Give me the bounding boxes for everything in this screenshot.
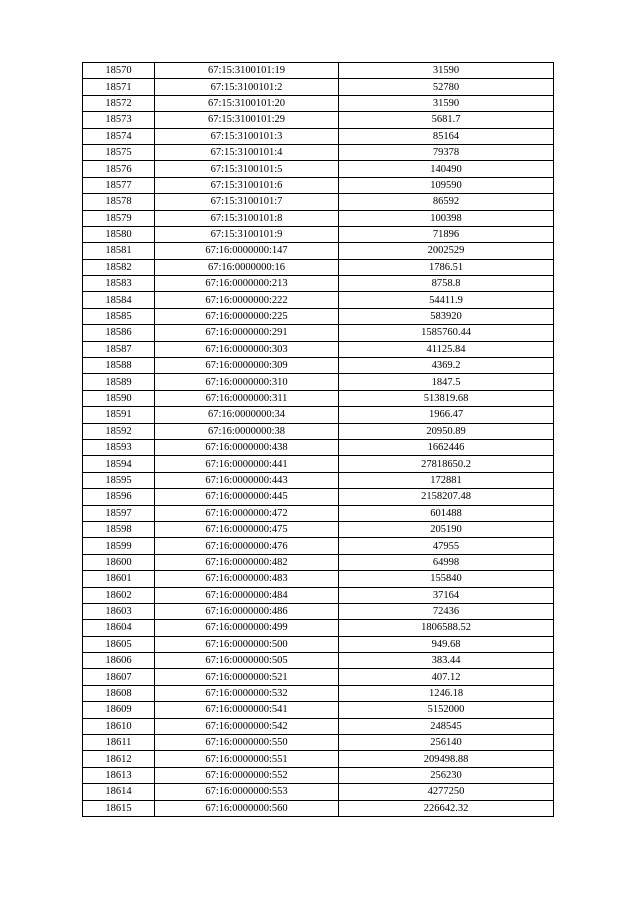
row-number-cell: 18596 [83,489,155,505]
table-row [83,210,554,226]
value-cell: 226642.32 [339,800,554,816]
value-cell: 54411.9 [339,292,554,308]
value-cell: 5152000 [339,702,554,718]
table-row [83,374,554,390]
row-number-cell: 18602 [83,587,155,603]
row-number-cell: 18576 [83,161,155,177]
table-row [83,669,554,685]
row-number-cell: 18594 [83,456,155,472]
row-number-cell: 18586 [83,325,155,341]
table-row [83,358,554,374]
value-cell: 100398 [339,210,554,226]
cadastral-number-cell: 67:16:0000000:521 [155,669,339,685]
cadastral-number-cell: 67:16:0000000:475 [155,521,339,537]
value-cell: 949.68 [339,636,554,652]
row-number-cell: 18597 [83,505,155,521]
value-cell: 256230 [339,767,554,783]
cadastral-number-cell: 67:15:3100101:5 [155,161,339,177]
cadastral-number-cell: 67:16:0000000:311 [155,390,339,406]
table-row [83,587,554,603]
table-row [83,292,554,308]
row-number-cell: 18614 [83,784,155,800]
value-cell: 20950.89 [339,423,554,439]
row-number-cell: 18600 [83,554,155,570]
data-table [82,62,554,817]
table-row [83,751,554,767]
row-number-cell: 18610 [83,718,155,734]
table-row [83,144,554,160]
value-cell: 27818650.2 [339,456,554,472]
value-cell: 86592 [339,194,554,210]
value-cell: 1966.47 [339,407,554,423]
cadastral-number-cell: 67:16:0000000:441 [155,456,339,472]
table-row [83,735,554,751]
table-row [83,161,554,177]
cadastral-number-cell: 67:16:0000000:309 [155,358,339,374]
row-number-cell: 18585 [83,308,155,324]
value-cell: 41125.84 [339,341,554,357]
value-cell: 583920 [339,308,554,324]
row-number-cell: 18584 [83,292,155,308]
value-cell: 513819.68 [339,390,554,406]
table-row [83,407,554,423]
table-row [83,308,554,324]
row-number-cell: 18607 [83,669,155,685]
cadastral-number-cell: 67:16:0000000:499 [155,620,339,636]
cadastral-number-cell: 67:16:0000000:445 [155,489,339,505]
row-number-cell: 18582 [83,259,155,275]
cadastral-number-cell: 67:16:0000000:147 [155,243,339,259]
cadastral-number-cell: 67:16:0000000:551 [155,751,339,767]
row-number-cell: 18583 [83,276,155,292]
row-number-cell: 18578 [83,194,155,210]
cadastral-number-cell: 67:16:0000000:500 [155,636,339,652]
cadastral-number-cell: 67:16:0000000:484 [155,587,339,603]
cadastral-number-cell: 67:16:0000000:532 [155,685,339,701]
table-row [83,636,554,652]
table-row [83,456,554,472]
value-cell: 407.12 [339,669,554,685]
value-cell: 205190 [339,521,554,537]
value-cell: 1847.5 [339,374,554,390]
value-cell: 383.44 [339,653,554,669]
value-cell: 601488 [339,505,554,521]
value-cell: 109590 [339,177,554,193]
value-cell: 1786.51 [339,259,554,275]
value-cell: 31590 [339,63,554,79]
cadastral-number-cell: 67:16:0000000:443 [155,472,339,488]
row-number-cell: 18580 [83,226,155,242]
table-body [83,63,554,817]
row-number-cell: 18606 [83,653,155,669]
value-cell: 248545 [339,718,554,734]
table-row [83,800,554,816]
table-row [83,521,554,537]
value-cell: 2002529 [339,243,554,259]
table-row [83,571,554,587]
cadastral-number-cell: 67:16:0000000:483 [155,571,339,587]
cadastral-number-cell: 67:15:3100101:29 [155,112,339,128]
row-number-cell: 18581 [83,243,155,259]
row-number-cell: 18590 [83,390,155,406]
table-row [83,226,554,242]
table-row [83,95,554,111]
table-row [83,390,554,406]
cadastral-number-cell: 67:16:0000000:310 [155,374,339,390]
row-number-cell: 18579 [83,210,155,226]
table-row [83,259,554,275]
cadastral-number-cell: 67:16:0000000:553 [155,784,339,800]
row-number-cell: 18611 [83,735,155,751]
value-cell: 4277250 [339,784,554,800]
row-number-cell: 18613 [83,767,155,783]
cadastral-number-cell: 67:16:0000000:38 [155,423,339,439]
row-number-cell: 18601 [83,571,155,587]
cadastral-number-cell: 67:16:0000000:486 [155,603,339,619]
row-number-cell: 18608 [83,685,155,701]
table-row [83,702,554,718]
cadastral-number-cell: 67:16:0000000:222 [155,292,339,308]
value-cell: 79378 [339,144,554,160]
row-number-cell: 18599 [83,538,155,554]
value-cell: 8758.8 [339,276,554,292]
cadastral-number-cell: 67:16:0000000:552 [155,767,339,783]
row-number-cell: 18592 [83,423,155,439]
row-number-cell: 18591 [83,407,155,423]
table-row [83,112,554,128]
table-row [83,554,554,570]
cadastral-number-cell: 67:16:0000000:438 [155,439,339,455]
table-row [83,505,554,521]
cadastral-number-cell: 67:15:3100101:7 [155,194,339,210]
cadastral-number-cell: 67:16:0000000:542 [155,718,339,734]
row-number-cell: 18570 [83,63,155,79]
cadastral-number-cell: 67:15:3100101:2 [155,79,339,95]
value-cell: 47955 [339,538,554,554]
table-row [83,63,554,79]
value-cell: 2158207.48 [339,489,554,505]
value-cell: 1806588.52 [339,620,554,636]
cadastral-number-cell: 67:15:3100101:20 [155,95,339,111]
table-row [83,538,554,554]
table-row [83,620,554,636]
value-cell: 31590 [339,95,554,111]
table-row [83,439,554,455]
row-number-cell: 18615 [83,800,155,816]
value-cell: 1246.18 [339,685,554,701]
value-cell: 1585760.44 [339,325,554,341]
cadastral-number-cell: 67:15:3100101:6 [155,177,339,193]
table-row [83,685,554,701]
row-number-cell: 18603 [83,603,155,619]
value-cell: 155840 [339,571,554,587]
value-cell: 71896 [339,226,554,242]
table-row [83,718,554,734]
table-row [83,489,554,505]
row-number-cell: 18605 [83,636,155,652]
table-row [83,472,554,488]
row-number-cell: 18593 [83,439,155,455]
table-row [83,341,554,357]
cadastral-number-cell: 67:16:0000000:476 [155,538,339,554]
value-cell: 1662446 [339,439,554,455]
cadastral-number-cell: 67:15:3100101:4 [155,144,339,160]
cadastral-number-cell: 67:16:0000000:550 [155,735,339,751]
row-number-cell: 18598 [83,521,155,537]
cadastral-number-cell: 67:16:0000000:482 [155,554,339,570]
cadastral-number-cell: 67:15:3100101:3 [155,128,339,144]
cadastral-number-cell: 67:16:0000000:213 [155,276,339,292]
value-cell: 209498.88 [339,751,554,767]
row-number-cell: 18609 [83,702,155,718]
cadastral-number-cell: 67:15:3100101:8 [155,210,339,226]
table-row [83,767,554,783]
value-cell: 37164 [339,587,554,603]
cadastral-number-cell: 67:16:0000000:541 [155,702,339,718]
cadastral-number-cell: 67:16:0000000:291 [155,325,339,341]
table-row [83,128,554,144]
cadastral-number-cell: 67:15:3100101:19 [155,63,339,79]
row-number-cell: 18575 [83,144,155,160]
table-row [83,784,554,800]
row-number-cell: 18573 [83,112,155,128]
row-number-cell: 18588 [83,358,155,374]
value-cell: 52780 [339,79,554,95]
table-row [83,423,554,439]
table-row [83,177,554,193]
value-cell: 5681.7 [339,112,554,128]
value-cell: 256140 [339,735,554,751]
row-number-cell: 18612 [83,751,155,767]
row-number-cell: 18572 [83,95,155,111]
table-row [83,194,554,210]
row-number-cell: 18587 [83,341,155,357]
cadastral-number-cell: 67:16:0000000:16 [155,259,339,275]
table-row [83,653,554,669]
table-row [83,325,554,341]
row-number-cell: 18595 [83,472,155,488]
row-number-cell: 18571 [83,79,155,95]
cadastral-number-cell: 67:16:0000000:560 [155,800,339,816]
value-cell: 4369.2 [339,358,554,374]
table-row [83,243,554,259]
value-cell: 172881 [339,472,554,488]
value-cell: 64998 [339,554,554,570]
cadastral-number-cell: 67:16:0000000:303 [155,341,339,357]
table-row [83,79,554,95]
cadastral-number-cell: 67:16:0000000:225 [155,308,339,324]
value-cell: 72436 [339,603,554,619]
cadastral-number-cell: 67:15:3100101:9 [155,226,339,242]
cadastral-number-cell: 67:16:0000000:505 [155,653,339,669]
value-cell: 85164 [339,128,554,144]
cadastral-number-cell: 67:16:0000000:472 [155,505,339,521]
row-number-cell: 18577 [83,177,155,193]
row-number-cell: 18574 [83,128,155,144]
cadastral-number-cell: 67:16:0000000:34 [155,407,339,423]
table-row [83,276,554,292]
table-row [83,603,554,619]
row-number-cell: 18604 [83,620,155,636]
row-number-cell: 18589 [83,374,155,390]
value-cell: 140490 [339,161,554,177]
